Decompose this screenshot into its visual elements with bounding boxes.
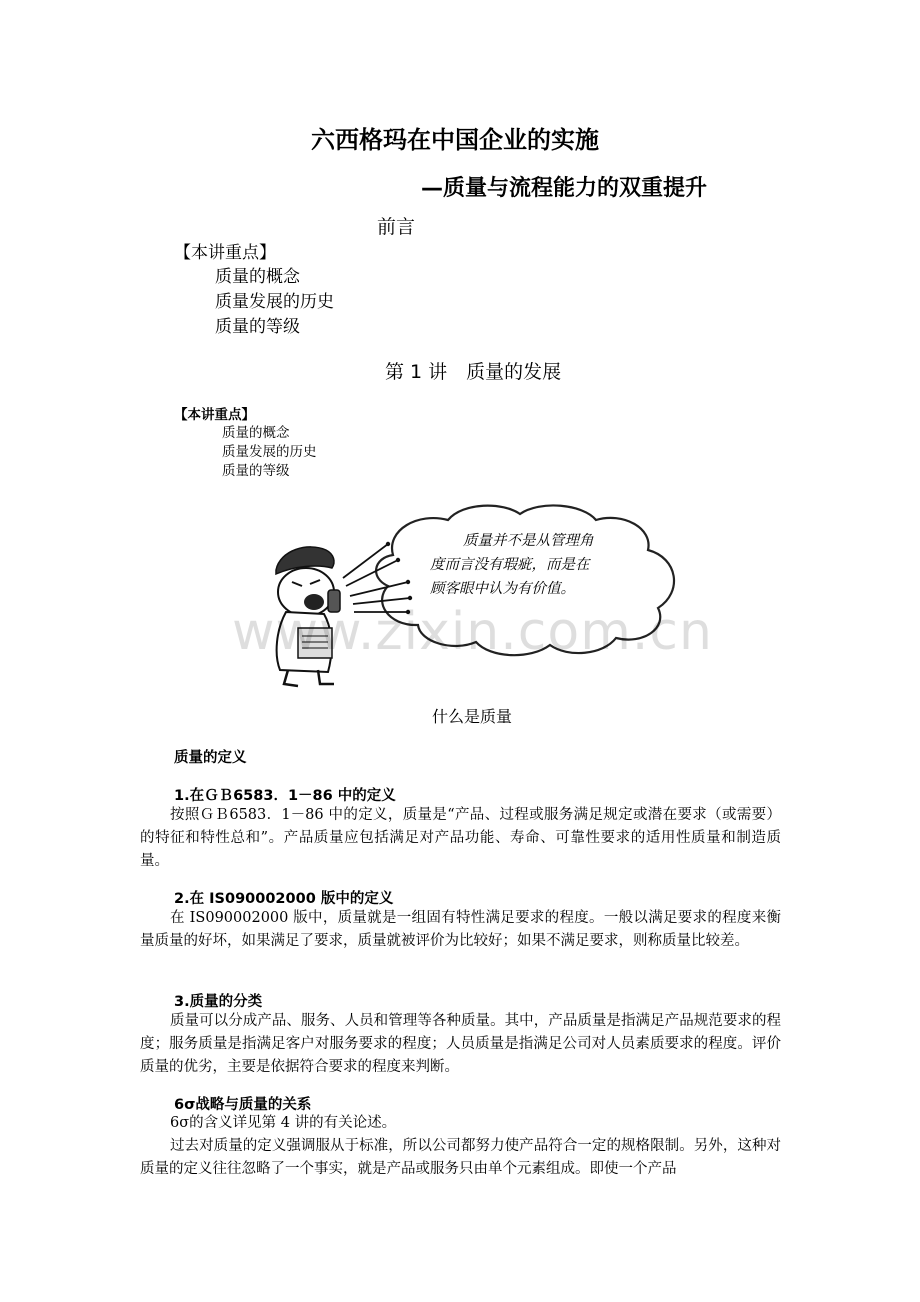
section-4-text-2: 过去对质量的定义强调服从于标准，所以公司都努力使产品符合一定的规格限制。另外，这种对质量的定义往往忽略了一个事实，就是产品或服务只由单个元素组成。即使一个产品 bbox=[140, 1138, 781, 1177]
lecture-key-point-item: 质量发展的历史 bbox=[222, 444, 317, 460]
definition-heading: 质量的定义 bbox=[174, 750, 247, 766]
section-heading-what-is-quality: 什么是质量 bbox=[432, 707, 513, 726]
section-1-text: 按照ＧＢ6583．1－86 中的定义，质量是“产品、过程或服务满足规定或潜在要求（或需要）的特征和特性总和”。产品质量应包括满足对产品功能、寿命、可靠性要求的适用性质量和制造质量。 bbox=[140, 807, 781, 869]
document-title: 六西格玛在中国企业的实施 bbox=[311, 126, 599, 154]
key-point-item: 质量发展的历史 bbox=[215, 292, 334, 312]
key-point-item: 质量的等级 bbox=[215, 317, 300, 337]
lecture-key-point-item: 质量的等级 bbox=[222, 463, 290, 479]
lecture-key-point-item: 质量的概念 bbox=[222, 425, 290, 441]
lecture-key-points-heading: 【本讲重点】 bbox=[174, 407, 255, 423]
cloud-text-line: 顾客眼中认为有价值。 bbox=[430, 581, 575, 597]
lecture-1-title: 第 1 讲 质量的发展 bbox=[385, 361, 562, 383]
section-2-text: 在 IS090002000 版中，质量就是一组固有特性满足要求的程度。一般以满足要求的程度来衡量质量的好坏，如果满足了要求，质量就被评价为比较好；如果不满足要求，则称质量比较差。 bbox=[140, 910, 781, 949]
key-point-item: 质量的概念 bbox=[215, 267, 300, 287]
section-1-title: 1.在ＧＢ6583．1－86 中的定义 bbox=[174, 788, 396, 804]
section-3-text: 质量可以分成产品、服务、人员和管理等各种质量。其中，产品质量是指满足产品规范要求的程度；服务质量是指满足客户对服务要求的程度；人员质量是指满足公司对人员素质要求的程度。评价质量的优劣，主要是依据符合要求的程度来判断。 bbox=[140, 1013, 781, 1075]
key-points-heading: 【本讲重点】 bbox=[174, 243, 276, 263]
document-subtitle: —质量与流程能力的双重提升 bbox=[421, 176, 708, 201]
section-4-text-1: 6σ的含义详见第 4 讲的有关论述。 bbox=[170, 1115, 397, 1131]
section-3-title: 3.质量的分类 bbox=[174, 994, 263, 1010]
section-4-title: 6σ战略与质量的关系 bbox=[174, 1097, 312, 1113]
cloud-text-line: 度而言没有瑕疵，而是在 bbox=[430, 557, 590, 573]
preface-heading: 前言 bbox=[377, 216, 416, 238]
section-2-title: 2.在 IS090002000 版中的定义 bbox=[174, 891, 394, 907]
watermark: www.zixin.com.cn bbox=[232, 602, 713, 662]
cloud-text-line: 质量并不是从管理角 bbox=[463, 533, 594, 549]
